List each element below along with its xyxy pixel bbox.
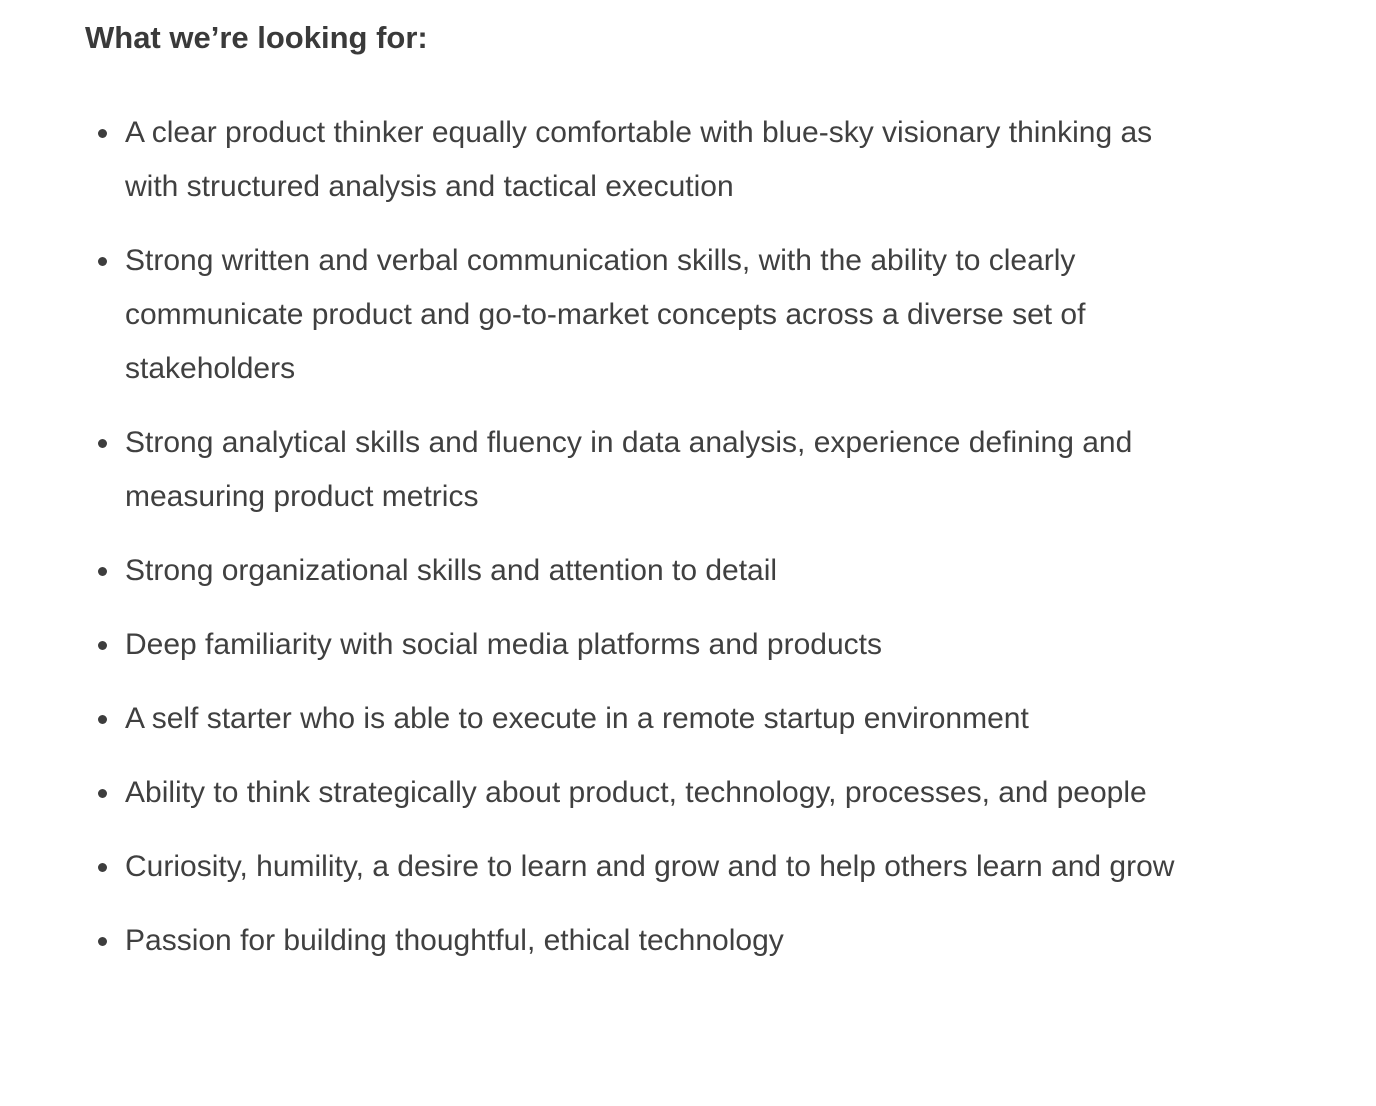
- list-item-text: Curiosity, humility, a desire to learn and grow and to help others learn and grow: [125, 850, 1175, 883]
- list-item: [85, 618, 1195, 672]
- bullet-icon: [98, 439, 107, 448]
- bullet-icon: [98, 567, 107, 576]
- list-item-text: A self starter who is able to execute in a remote startup environment: [125, 702, 1029, 735]
- requirements-list: [85, 106, 1195, 988]
- list-item-text: Deep familiarity with social media platforms and products: [125, 628, 882, 661]
- list-item-text: A clear product thinker equally comfortable with blue-sky visionary thinking as with structured analysis and tactical execution: [125, 116, 1153, 203]
- list-item: [85, 234, 1195, 396]
- list-item-text: Ability to think strategically about product, technology, processes, and people: [125, 776, 1147, 809]
- bullet-icon: [98, 641, 107, 650]
- list-item: [85, 106, 1195, 214]
- bullet-icon: [98, 789, 107, 798]
- list-item: [85, 692, 1195, 746]
- list-item-text: Strong organizational skills and attention to detail: [125, 554, 778, 587]
- list-item: [85, 544, 1195, 598]
- bullet-icon: [98, 937, 107, 946]
- list-item-text: Passion for building thoughtful, ethical technology: [125, 924, 784, 957]
- list-item: [85, 840, 1195, 894]
- list-item-text: Strong analytical skills and fluency in data analysis, experience defining and measuring product metrics: [125, 426, 1133, 513]
- bullet-icon: [98, 863, 107, 872]
- bullet-icon: [98, 129, 107, 138]
- list-item: [85, 416, 1195, 524]
- bullet-icon: [98, 715, 107, 724]
- list-item: [85, 914, 1195, 968]
- list-item: [85, 766, 1195, 820]
- section-heading: What we’re looking for:: [85, 20, 428, 55]
- bullet-icon: [98, 257, 107, 266]
- list-item-text: Strong written and verbal communication skills, with the ability to clearly communicate product and go-to-market concepts across a diverse set of stakeholders: [125, 244, 1086, 385]
